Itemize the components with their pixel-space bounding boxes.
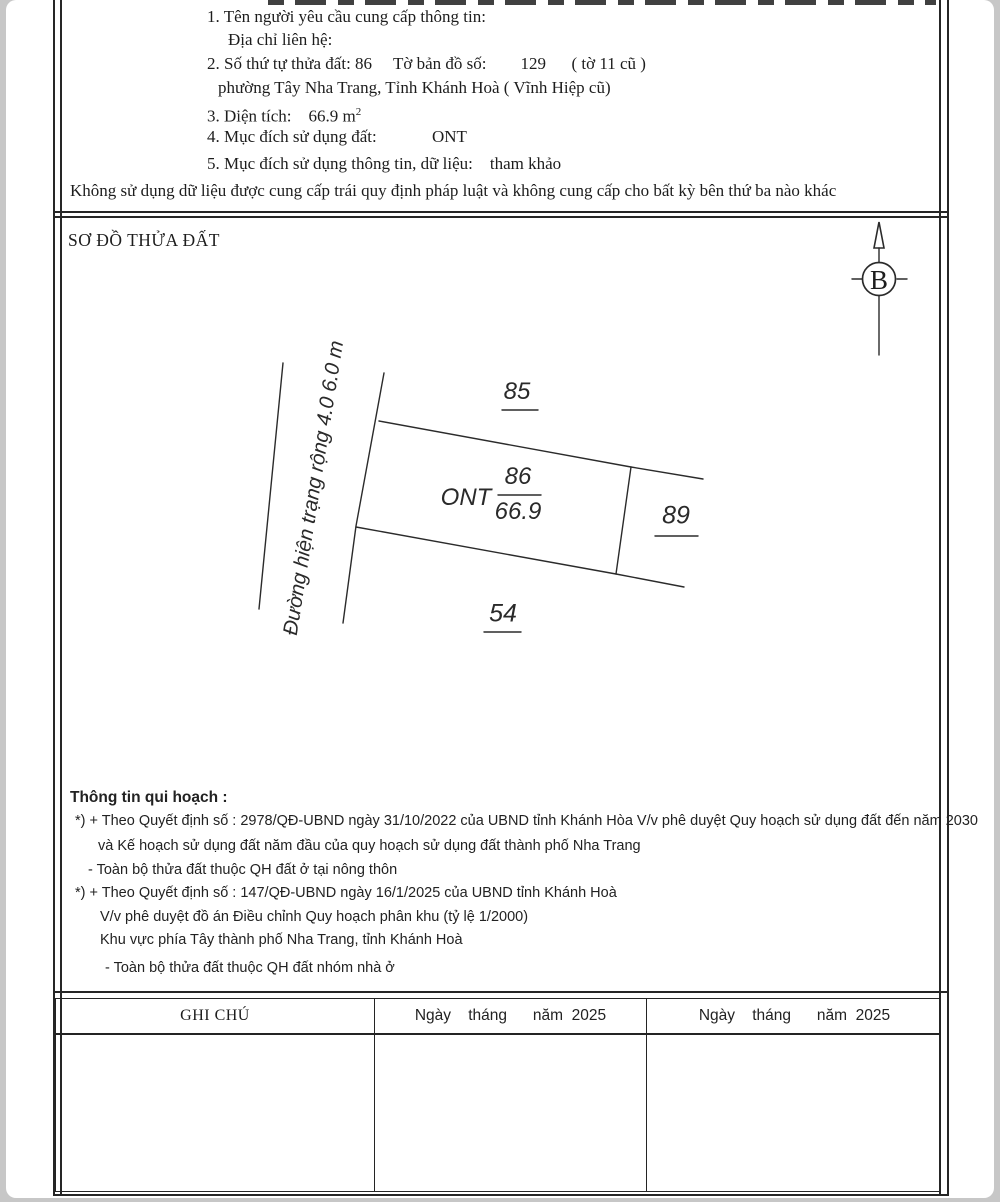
area-text: 3. Diện tích: 66.9 m bbox=[207, 106, 356, 126]
planning-line-3: - Toàn bộ thửa đất thuộc QH đất ở tại nông thôn bbox=[88, 862, 398, 878]
parcel-54-label: 54 bbox=[489, 599, 517, 628]
separator-top-section bbox=[53, 211, 947, 213]
planning-line-6: Khu vực phía Tây thành phố Nha Trang, tỉnh Khánh Hoà bbox=[100, 932, 463, 948]
date-header-label-2: Ngày tháng năm 2025 bbox=[698, 1007, 891, 1024]
notes-body-cell bbox=[56, 1035, 374, 1191]
planning-line-1: *) + Theo Quyết định số : 2978/QĐ-UBND ngày 31/10/2022 của UBND tỉnh Khánh Hòa V/v phê duyệt Quy hoạch sử dụng đất đến năm 2030 bbox=[75, 813, 978, 829]
road-right-edge bbox=[343, 373, 384, 623]
parcel-number-line: 2. Số thứ tự thửa đất: 86 Tờ bản đồ số: 129 ( tờ 11 cũ ) bbox=[207, 54, 646, 73]
date-header-cell-2 bbox=[646, 999, 942, 1033]
planning-heading: Thông tin qui hoạch : bbox=[70, 789, 228, 806]
planning-line-5: V/v phê duyệt đồ án Điều chỉnh Quy hoạch phân khu (tỷ lệ 1/2000) bbox=[100, 909, 529, 925]
diagram-title: SƠ ĐỒ THỬA ĐẤT bbox=[68, 230, 220, 250]
signature-table bbox=[55, 998, 941, 1192]
date-body-cell-2 bbox=[646, 1035, 942, 1191]
table-bottom-double-line bbox=[53, 1194, 947, 1196]
parcel-85-label: 85 bbox=[503, 378, 531, 405]
planning-line-4: *) + Theo Quyết định số : 147/QĐ-UBND ngày 16/1/2025 của UBND tỉnh Khánh Hoà bbox=[75, 885, 617, 901]
road-label: Đường hiện trạng rộng 4.0 6.0 m bbox=[278, 339, 349, 637]
disclaimer-line: Không sử dụng dữ liệu được cung cấp trái quy định pháp luật và không cung cấp cho bất kỳ bên thứ ba nào khác bbox=[70, 181, 837, 200]
parcel-89-label: 89 bbox=[662, 501, 690, 530]
separator-diagram-bottom bbox=[53, 991, 947, 993]
ward-province-line: phường Tây Nha Trang, Tỉnh Khánh Hoà ( Vĩnh Hiệp cũ) bbox=[218, 78, 611, 97]
notes-header-cell bbox=[56, 999, 374, 1033]
road-left-edge bbox=[259, 363, 283, 609]
page-border-right-outer bbox=[947, 0, 949, 1196]
parcel-86-89-divider bbox=[616, 467, 631, 574]
date-header-cell-1 bbox=[374, 999, 646, 1033]
planning-line-7: - Toàn bộ thửa đất thuộc QH đất nhóm nhà ở bbox=[105, 960, 395, 976]
area-line bbox=[207, 103, 361, 126]
parcel-86-use-label: ONT bbox=[440, 484, 492, 511]
north-arrow-head bbox=[874, 222, 884, 248]
signature-table-header bbox=[56, 999, 940, 1035]
parcel-north-boundary bbox=[379, 421, 703, 479]
data-purpose-line: 5. Mục đích sử dụng thông tin, dữ liệu: tham khảo bbox=[207, 154, 562, 173]
land-use-line: 4. Mục đích sử dụng đất: ONT bbox=[207, 127, 467, 146]
date-header-label-1: Ngày tháng năm 2025 bbox=[414, 1007, 607, 1024]
requester-name-line: 1. Tên người yêu cầu cung cấp thông tin: bbox=[207, 7, 486, 26]
notes-header-label: GHI CHÚ bbox=[180, 1007, 250, 1024]
area-superscript: 2 bbox=[355, 106, 362, 118]
contact-address-line: Địa chỉ liên hệ: bbox=[228, 30, 333, 49]
parcel-86-number-label: 86 bbox=[504, 463, 532, 490]
parcel-86-area-label: 66.9 bbox=[494, 498, 542, 525]
planning-line-2: và Kế hoạch sử dụng đất năm đầu của quy hoạch sử dụng đất thành phố Nha Trang bbox=[98, 838, 641, 854]
north-label: B bbox=[869, 265, 889, 295]
parcel-south-boundary bbox=[356, 527, 684, 587]
date-body-cell-1 bbox=[374, 1035, 646, 1191]
cutoff-text-remnant bbox=[268, 0, 936, 5]
